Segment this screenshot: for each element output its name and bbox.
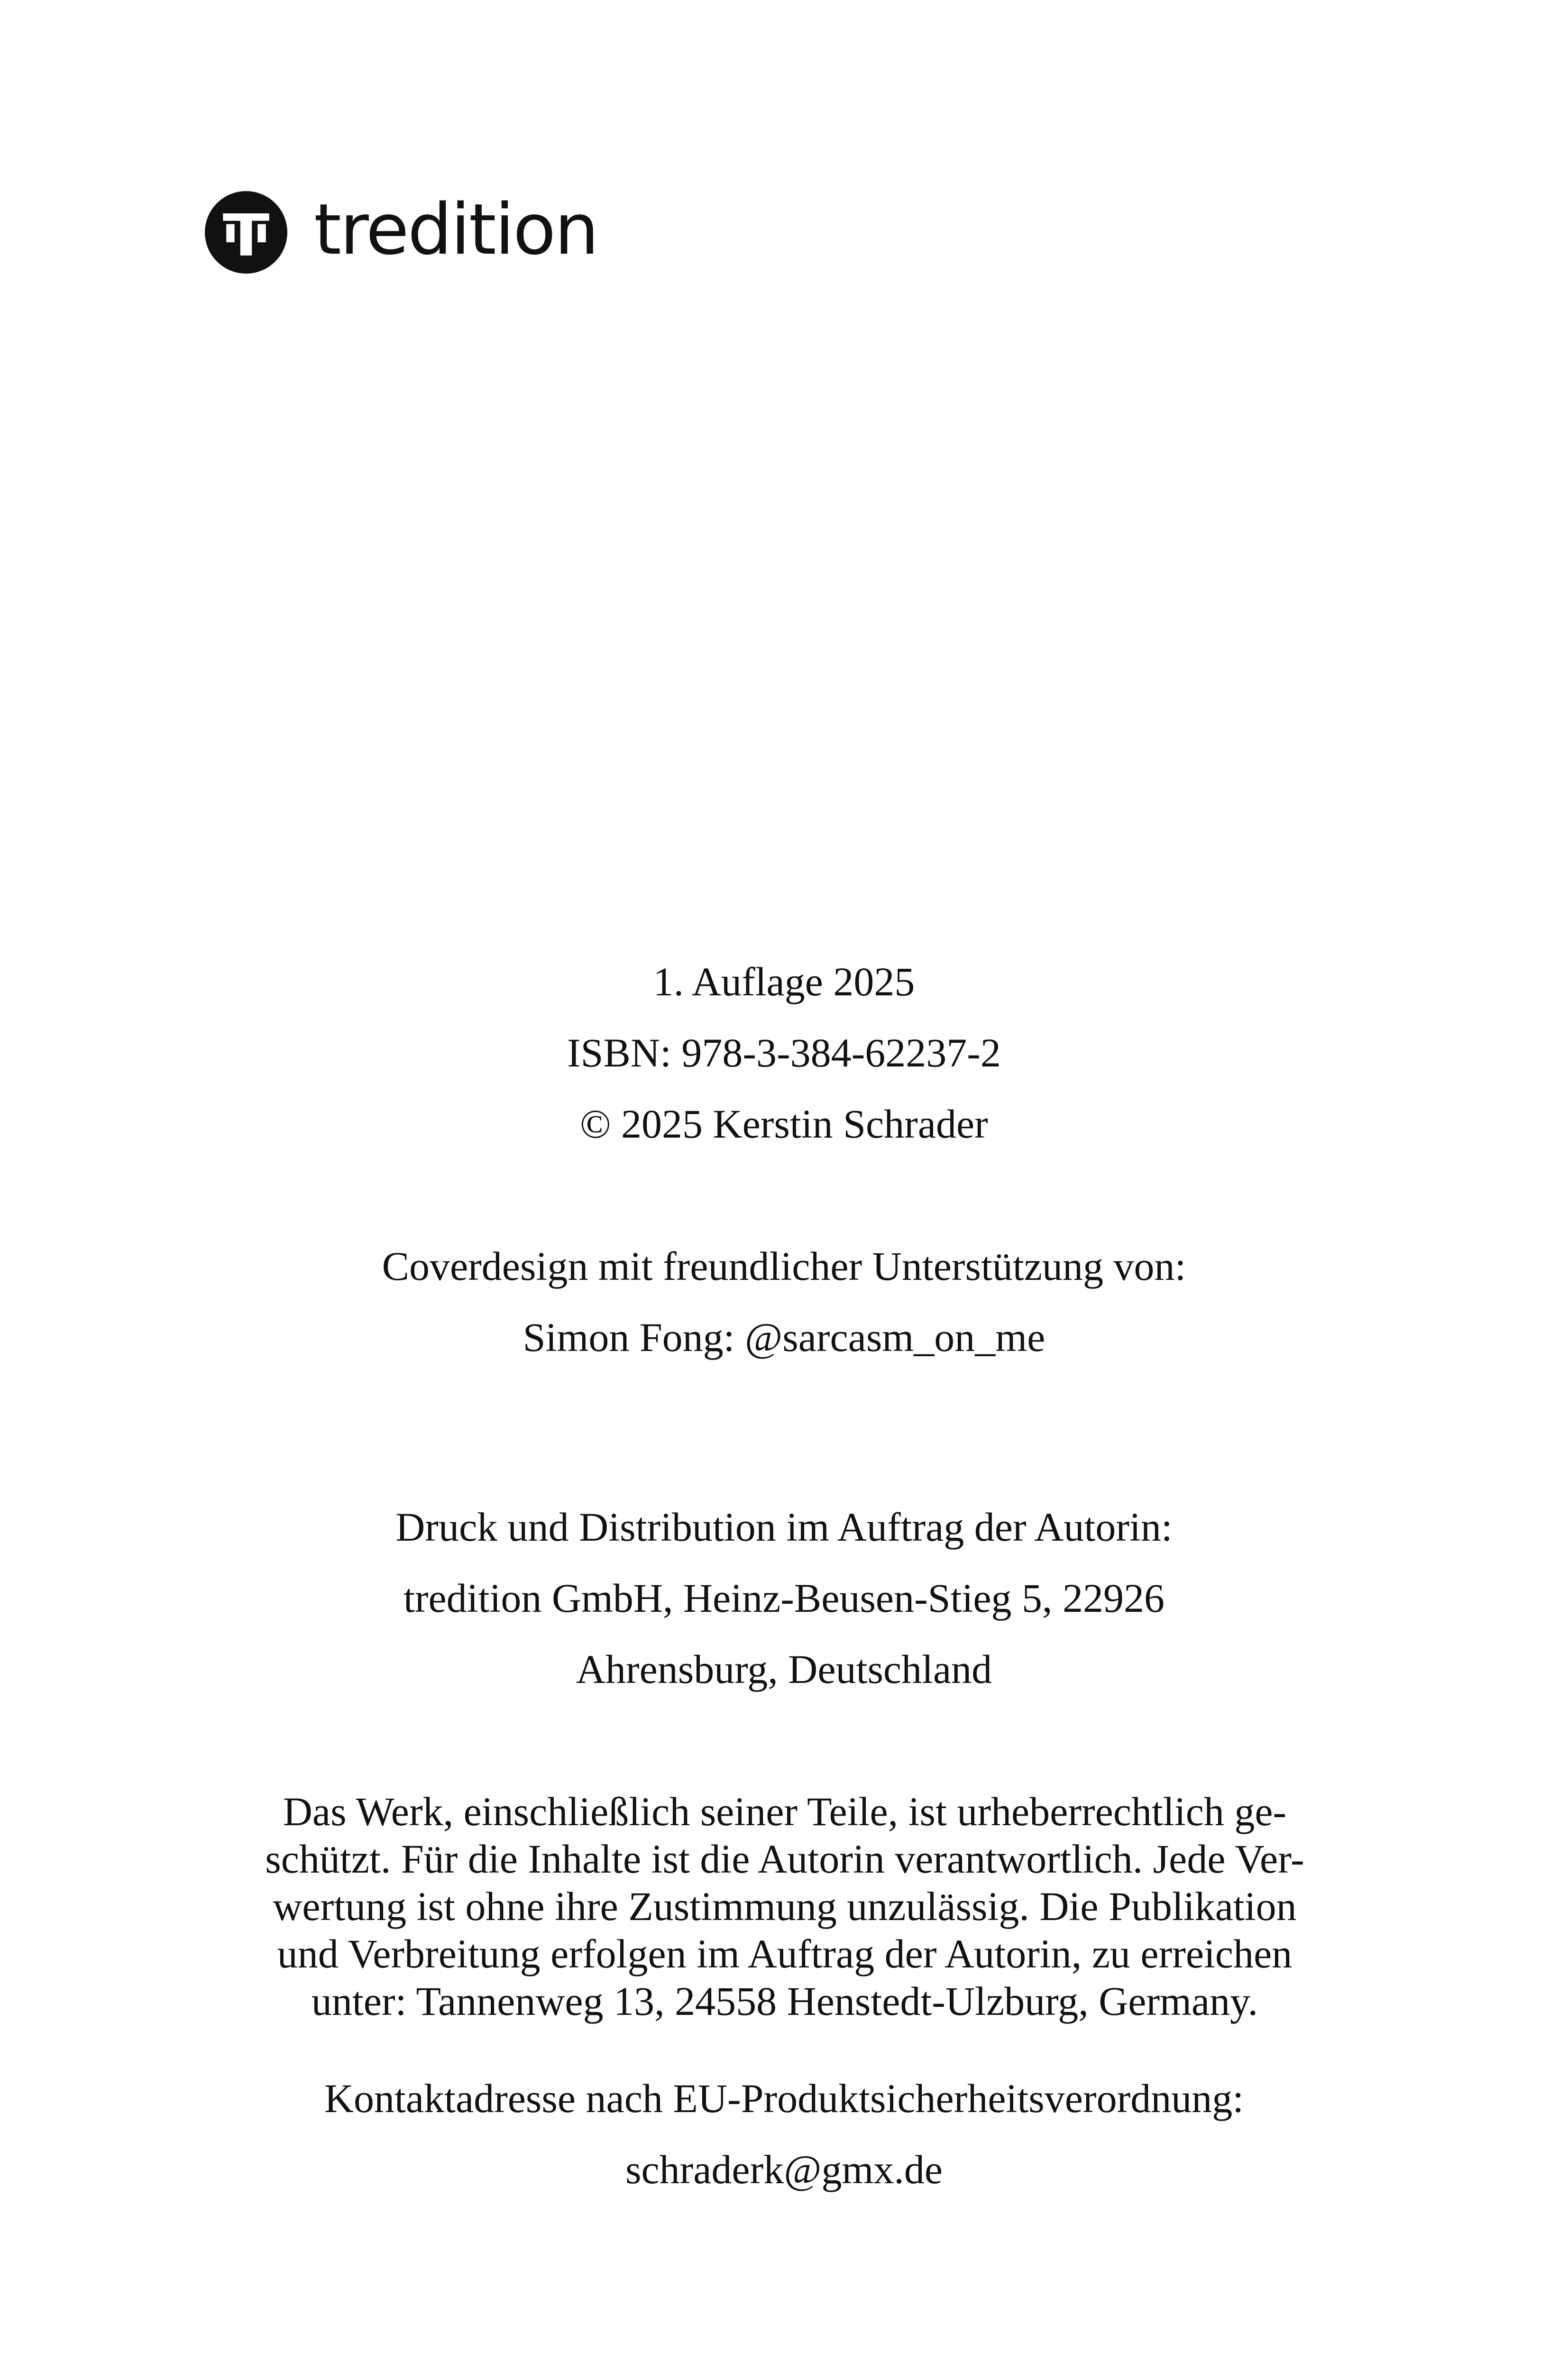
cover-credit-line: Coverdesign mit freundlicher Unterstützung von: [382,1243,1186,1289]
publisher-logo [205,190,597,275]
legal-line: unter: Tannenweg 13, 24558 Henstedt-Ulzburg, Germany. [311,1978,1258,2024]
contact-label: Kontaktadresse nach EU-Produktsicherheitsverordnung: [324,2076,1244,2121]
copyright-line: © 2025 Kerstin Schrader [580,1101,988,1147]
legal-line: Das Werk, einschließlich seiner Teile, ist urheberrechtlich ge- [283,1789,1287,1834]
legal-line: wertung ist ohne ihre Zustimmung unzulässig. Die Publikation [273,1884,1297,1929]
legal-line: und Verbreitung erfolgen im Auftrag der Autorin, zu erreichen [277,1931,1293,1976]
distribution-line-3: Ahrensburg, Deutschland [576,1646,992,1692]
tredition-t-icon [205,191,287,274]
edition-line: 1. Auflage 2025 [653,959,915,1004]
isbn-line: ISBN: 978-3-384-62237-2 [567,1030,1001,1075]
cover-designer-line: Simon Fong: @sarcasm_on_me [523,1314,1045,1360]
distribution-line-2: tredition GmbH, Heinz-Beusen-Stieg 5, 22926 [403,1575,1165,1621]
legal-notice [242,1788,1328,2025]
logo-wordmark: tredition [314,189,598,270]
contact-email: schraderk@gmx.de [625,2147,943,2192]
legal-line: schützt. Für die Inhalte ist die Autorin verantwortlich. Jede Ver- [265,1836,1304,1882]
distribution-line-1: Druck und Distribution im Auftrag der Autorin: [395,1504,1173,1550]
